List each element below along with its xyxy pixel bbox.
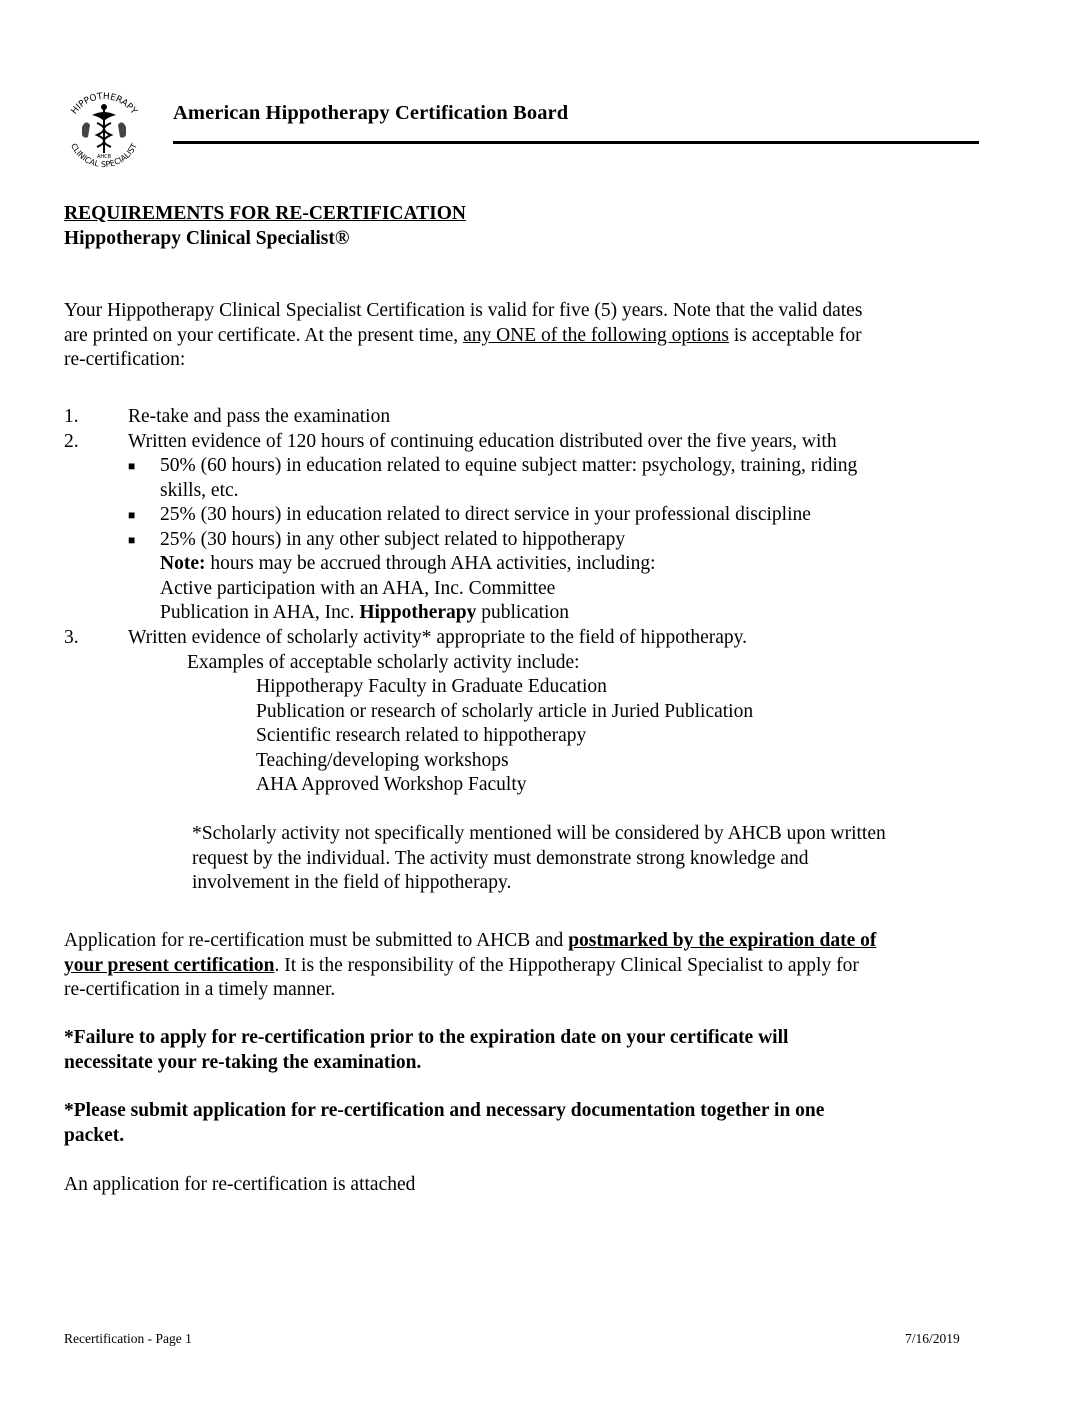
- organization-name: American Hippotherapy Certification Board: [173, 102, 569, 124]
- ahcb-seal-logo: [60, 87, 148, 175]
- bullet-1-icon: ■: [128, 459, 136, 473]
- bullet-3-text: 25% (30 hours) in any other subject related to hippotherapy: [160, 529, 626, 550]
- seal-center-text: AHCB: [96, 154, 112, 160]
- footer-page-label: Recertification - Page 1: [64, 1331, 192, 1346]
- warning1-line-1: *Failure to apply for re-certification prior to the expiration date on your certificate will: [64, 1027, 789, 1048]
- note-label: Note:: [160, 553, 206, 574]
- page-title: REQUIREMENTS FOR RE-CERTIFICATION: [64, 203, 466, 224]
- page-subtitle: Hippotherapy Clinical Specialist®: [64, 228, 350, 249]
- application-line-3: re-certification in a timely manner.: [64, 979, 336, 1000]
- option-2-text: Written evidence of 120 hours of continuing education distributed over the five years, with: [128, 431, 837, 452]
- application-line-1: Application for re-certification must be submitted to AHCB and postmarked by the expiration date of: [64, 930, 877, 951]
- option-3-number: 3.: [64, 627, 79, 648]
- footnote-line-1: *Scholarly activity not specifically mentioned will be considered by AHCB upon written: [192, 823, 886, 844]
- footnote-line-3: involvement in the field of hippotherapy.: [192, 872, 512, 893]
- footer-date: 7/16/2019: [905, 1331, 960, 1346]
- scholarly-footnote: [192, 822, 992, 902]
- warning-expiration: [64, 1026, 964, 1076]
- warning2-line-2: packet.: [64, 1125, 125, 1146]
- seal-top-text: HIPPOTHERAPY: [69, 91, 139, 117]
- intro-line-1: Your Hippotherapy Clinical Specialist Certification is valid for five (5) years. Note that the valid dates: [64, 300, 863, 321]
- scholarly-example: AHA Approved Workshop Faculty: [256, 774, 527, 795]
- deadline-emphasis: postmarked by the expiration date of: [568, 930, 877, 951]
- note-line: Note: hours may be accrued through AHA activities, including:: [160, 553, 656, 574]
- intro-line-2: are printed on your certificate. At the present time, any ONE of the following options is acceptable for: [64, 325, 862, 346]
- attachment-note: An application for re-certification is attached: [64, 1174, 416, 1195]
- scholarly-example: Scientific research related to hippotherapy: [256, 725, 587, 746]
- option-2-number: 2.: [64, 431, 79, 452]
- bullet-2-text: 25% (30 hours) in education related to direct service in your professional discipline: [160, 504, 811, 525]
- scholarly-intro: Examples of acceptable scholarly activity include:: [187, 652, 580, 673]
- scholarly-example: Teaching/developing workshops: [256, 750, 509, 771]
- header-rule: [173, 141, 979, 144]
- seal-icon: [60, 87, 148, 175]
- scholarly-example: Hippotherapy Faculty in Graduate Education: [256, 676, 607, 697]
- bullet-3-icon: ■: [128, 533, 136, 547]
- warning1-line-2: necessitate your re-taking the examination.: [64, 1052, 422, 1073]
- warning-single-packet: [64, 1099, 964, 1149]
- option-3-text: Written evidence of scholarly activity* appropriate to the field of hippotherapy.: [128, 627, 748, 648]
- option-1-text: Re-take and pass the examination: [128, 406, 391, 427]
- footnote-line-2: request by the individual. The activity must demonstrate strong knowledge and: [192, 848, 809, 869]
- options-list: [0, 405, 1088, 805]
- note-item-1: Active participation with an AHA, Inc. Committee: [160, 578, 556, 599]
- bullet-1-line-2: skills, etc.: [160, 480, 239, 501]
- application-paragraph: [64, 929, 964, 1009]
- intro-line-3: re-certification:: [64, 349, 186, 370]
- bullet-1-line-1: 50% (60 hours) in education related to equine subject matter: psychology, training, riding: [160, 455, 858, 476]
- option-1-number: 1.: [64, 406, 79, 427]
- seal-bottom-text: CLINICAL SPECIALIST: [68, 141, 140, 170]
- bullet-2-icon: ■: [128, 508, 136, 522]
- warning2-line-1: *Please submit application for re-certification and necessary documentation together in one: [64, 1100, 825, 1121]
- scholarly-example: Publication or research of scholarly article in Juried Publication: [256, 701, 754, 722]
- intro-emphasis: any ONE of the following options: [463, 325, 729, 346]
- application-line-2: your present certification. It is the responsibility of the Hippotherapy Clinical Specialist to apply for: [64, 955, 859, 976]
- note-item-2: Publication in AHA, Inc. Hippotherapy publication: [160, 602, 569, 623]
